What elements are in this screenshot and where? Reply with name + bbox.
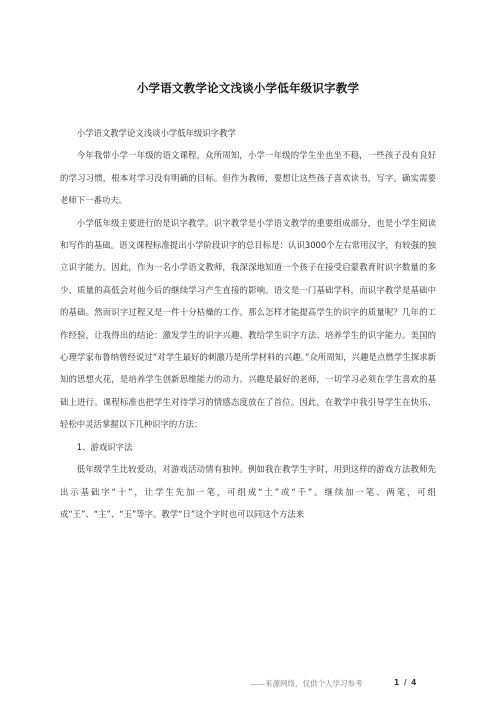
section-heading-game-method: 1、游戏识字法 (76, 441, 133, 452)
paragraph-intro: 今年我带小学一年级的语文课程，众所周知，小学一年级的学生坐也坐不稳，一些孩子没有良好的学习习惯，根本对学习没有明确的目标。但作为教师，要想让这些孩子喜欢读书，写字。确实需要老师下一番功夫。 (60, 150, 436, 206)
paragraph-literacy-teaching: 小学低年级主要进行的是识字教学。识字教学是小学语文教学的重要组成部分，也是小学生阅读和写作的基础。语文课程标准提出小学阶段识字的总目标是：认识3000个左右常用汉字，有较强的独立识字能力。因此，作为一名小学语文教师，我深深地知道一个孩子在接受启蒙教育时识字数量的多少、质量的高低会对他今后的继续学习产生直接的影响。语文是一门基础学科，而识字教学是基础中的基础。然而识字过程又是一件十分枯燥的工作。那么怎样才能提高学生的识字的质量呢？几年的工作经验，让我得出的结论：激发学生的识字兴趣、教给学生识字方法、培养学生的识字能力。美国的心理学家布鲁纳曾经说过“对学生最好的刺激乃是所学材料的兴趣。”众所周知，兴趣是点燃学生探求新知的思想火花，是培养学生创新思维能力的动力。兴趣是最好的老师，一切学习必须在学生喜欢的基础上进行。课程标准也把学生对待学习的情感态度放在了首位。因此，在教学中我引导学生在快乐、轻松中灵活掌握以下几种识字的方法： (60, 217, 436, 430)
paragraph-subtitle: 小学语文教学论文浅谈小学低年级识字教学 (76, 128, 236, 138)
paragraph-game-method: 低年级学生比较爱动，对游戏活动情有独钟。例如我在教学生字时，用到这样的游戏方法教师先出示基础字“十”，让学生先加一笔，可组成“土”或“千”。继续加一笔、两笔，可组成“王”、“主”、“玉”等字。教学“日”这个字时也可以同这个方法来 (60, 464, 436, 519)
page-number: 1 / 4 (394, 678, 418, 687)
page-footer (0, 678, 496, 692)
document-body (60, 122, 436, 525)
document-title: 小学语文教学论文浅谈小学低年级识字教学 (136, 81, 360, 95)
footer-source-note: ——来源网络，仅供个人学习参考 (250, 679, 363, 688)
